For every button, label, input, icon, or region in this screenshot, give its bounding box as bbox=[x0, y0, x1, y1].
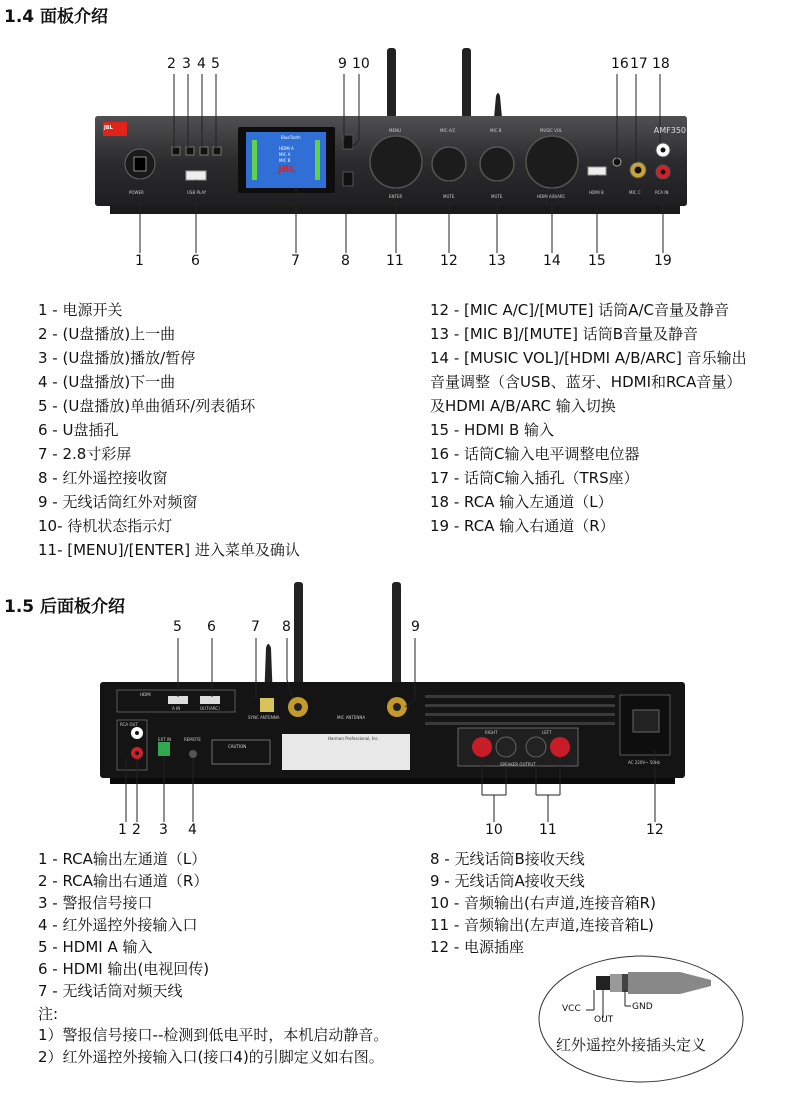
rear-list-right bbox=[430, 848, 656, 958]
right-label: RIGHT bbox=[485, 730, 498, 735]
list-item: 3 - 警报信号接口 bbox=[38, 894, 153, 912]
hdmi-a-label: A IN bbox=[172, 706, 181, 711]
power-spec-label: AC 220V~ 50Hz bbox=[628, 760, 660, 765]
company-label: Harman Professional, Inc. bbox=[328, 736, 379, 741]
notes-block bbox=[38, 1004, 388, 1068]
plug-gnd-label: GND bbox=[632, 1002, 653, 1012]
callout-r4: 4 bbox=[188, 822, 197, 838]
list-item: 15 - HDMI B 输入 bbox=[430, 421, 555, 439]
menu-knob-icon bbox=[370, 136, 422, 188]
list-item: 19 - RCA 输入右通道（R） bbox=[430, 517, 615, 535]
list-item: 4 - 红外遥控外接输入口 bbox=[38, 916, 198, 934]
list-item: 17 - 话筒C输入插孔（TRS座） bbox=[430, 469, 639, 487]
hdmi-b-label: HDMI B bbox=[589, 190, 604, 195]
callout-14: 14 bbox=[543, 253, 561, 269]
callout-18: 18 bbox=[652, 56, 670, 72]
knob-label-mic-ac: MIC A/C bbox=[440, 128, 456, 133]
list-item: 5 - HDMI A 输入 bbox=[38, 938, 153, 956]
list-item: 2 - (U盘播放)上一曲 bbox=[38, 325, 176, 343]
model-label: AMF350 bbox=[653, 126, 686, 135]
callout-5: 5 bbox=[211, 56, 220, 72]
screen-title: BlueTooth bbox=[281, 135, 301, 140]
callout-6: 6 bbox=[191, 253, 200, 269]
callout-10: 10 bbox=[352, 56, 370, 72]
hdmi-out-label: OUT(ARC) bbox=[200, 706, 220, 711]
callout-3: 3 bbox=[182, 56, 191, 72]
callout-11: 11 bbox=[386, 253, 404, 269]
plug-caption: 红外遥控外接插头定义 bbox=[556, 1036, 707, 1054]
music-vol-knob-icon bbox=[526, 136, 578, 188]
knob-sub-mute-1: MUTE bbox=[443, 194, 455, 199]
callout-8: 8 bbox=[341, 253, 350, 269]
knob-label-menu: MENU bbox=[389, 128, 401, 133]
list-item: 8 - 红外遥控接收窗 bbox=[38, 469, 168, 487]
plug-diagram bbox=[536, 952, 746, 1086]
mic-ac-knob-icon bbox=[432, 147, 466, 181]
mic-antenna-label: MIC ANTENNA bbox=[337, 715, 366, 720]
note-line: 1）警报信号接口--检测到低电平时，本机启动静音。 bbox=[38, 1026, 389, 1044]
callout-r6: 6 bbox=[207, 619, 216, 635]
front-list-right bbox=[430, 298, 747, 538]
list-item: 10 - 音频输出(右声道,连接音箱R) bbox=[430, 894, 656, 912]
callout-r9: 9 bbox=[411, 619, 420, 635]
left-label: LEFT bbox=[542, 730, 552, 735]
callout-15: 15 bbox=[588, 253, 606, 269]
list-item: 音量调整（含USB、蓝牙、HDMI和RCA音量） bbox=[430, 373, 742, 391]
screen-line-1: HDMI A bbox=[279, 146, 294, 151]
callout-7: 7 bbox=[291, 253, 300, 269]
callout-16: 16 bbox=[611, 56, 629, 72]
list-item: 5 - (U盘播放)单曲循环/列表循环 bbox=[38, 397, 256, 415]
brand-label: JBL bbox=[104, 125, 113, 131]
list-item: 6 - U盘插孔 bbox=[38, 421, 119, 439]
list-item: 3 - (U盘播放)播放/暂停 bbox=[38, 349, 196, 367]
power-label: POWER bbox=[129, 190, 144, 195]
knob-sub-hdmi: HDMI A/B/ARC bbox=[537, 194, 566, 199]
list-item: 16 - 话筒C输入电平调整电位器 bbox=[430, 445, 640, 463]
sync-antenna-label: SYNC ANTENNA bbox=[248, 715, 280, 720]
callout-9: 9 bbox=[338, 56, 347, 72]
callout-r1: 1 bbox=[118, 822, 127, 838]
list-item: 11 - 音频输出(左声道,连接音箱L) bbox=[430, 916, 654, 934]
callout-r11: 11 bbox=[539, 822, 557, 838]
knob-sub-enter: ENTER bbox=[389, 194, 403, 199]
list-item: 6 - HDMI 输出(电视回传) bbox=[38, 960, 210, 978]
callout-19: 19 bbox=[654, 253, 672, 269]
callout-r7: 7 bbox=[251, 619, 260, 635]
list-item: 12 - 电源插座 bbox=[430, 938, 525, 956]
note-line: 2）红外遥控外接输入口(接口4)的引脚定义如右图。 bbox=[38, 1048, 384, 1066]
front-panel-drawing bbox=[0, 0, 800, 280]
list-item: 11- [MENU]/[ENTER] 进入菜单及确认 bbox=[38, 541, 300, 559]
list-item: 7 - 无线话筒对频天线 bbox=[38, 982, 183, 1000]
callout-17: 17 bbox=[630, 56, 648, 72]
knob-label-music-vol: MUSIC VOL bbox=[540, 128, 563, 133]
callout-r8: 8 bbox=[282, 619, 291, 635]
rear-panel-drawing bbox=[0, 570, 800, 840]
caution-label: CAUTION bbox=[228, 744, 247, 749]
callout-r10: 10 bbox=[485, 822, 503, 838]
callout-r3: 3 bbox=[159, 822, 168, 838]
front-panel-heading: 1.4 面板介绍 bbox=[4, 7, 109, 27]
rca-in-label: RCA IN bbox=[655, 190, 669, 195]
list-item: 1 - 电源开关 bbox=[38, 301, 123, 319]
list-item: 4 - (U盘播放)下一曲 bbox=[38, 373, 176, 391]
list-item: 9 - 无线话筒A接收天线 bbox=[430, 872, 585, 890]
list-item: 9 - 无线话筒红外对频窗 bbox=[38, 493, 198, 511]
knob-sub-mute-2: MUTE bbox=[491, 194, 503, 199]
knob-label-mic-b: MIC B bbox=[490, 128, 502, 133]
speaker-output-label: SPEAKER OUTPUT bbox=[500, 762, 536, 767]
list-item: 7 - 2.8寸彩屏 bbox=[38, 445, 132, 463]
list-item: 18 - RCA 输入左通道（L） bbox=[430, 493, 613, 511]
mic-b-knob-icon bbox=[480, 147, 514, 181]
screen-line-2: MIC A bbox=[279, 152, 291, 157]
rca-out-label: RCA OUT bbox=[120, 722, 138, 727]
list-item: 8 - 无线话筒B接收天线 bbox=[430, 850, 585, 868]
screen-logo: JBL bbox=[278, 164, 296, 175]
plug-vcc-label: VCC bbox=[562, 1004, 581, 1014]
mic-c-label: MIC C bbox=[629, 190, 641, 195]
list-item: 14 - [MUSIC VOL]/[HDMI A/B/ARC] 音乐输出 bbox=[430, 349, 747, 367]
list-item: 1 - RCA输出左通道（L） bbox=[38, 850, 207, 868]
list-item: 13 - [MIC B]/[MUTE] 话筒B音量及静音 bbox=[430, 325, 699, 343]
front-list-left bbox=[38, 298, 300, 562]
callout-13: 13 bbox=[488, 253, 506, 269]
hdmi-label: HDMI bbox=[140, 692, 151, 697]
list-item: 2 - RCA输出右通道（R） bbox=[38, 872, 209, 890]
rear-panel-heading: 1.5 后面板介绍 bbox=[4, 597, 126, 617]
usb-label: USB PLAY bbox=[187, 190, 207, 195]
usb-port-icon bbox=[186, 171, 206, 180]
callout-r5: 5 bbox=[173, 619, 182, 635]
ext-in-label: EXT IN bbox=[158, 737, 172, 742]
remote-label: REMOTE bbox=[184, 737, 201, 742]
callout-1: 1 bbox=[135, 253, 144, 269]
callout-r2: 2 bbox=[132, 822, 141, 838]
list-item: 及HDMI A/B/ARC 输入切换 bbox=[430, 397, 616, 415]
callout-12: 12 bbox=[440, 253, 458, 269]
callout-r12: 12 bbox=[646, 822, 664, 838]
screen-line-3: MIC B bbox=[279, 158, 291, 163]
callout-2: 2 bbox=[167, 56, 176, 72]
callout-4: 4 bbox=[197, 56, 206, 72]
power-switch-icon bbox=[134, 157, 146, 171]
plug-out-label: OUT bbox=[594, 1015, 614, 1025]
note-heading: 注: bbox=[38, 1005, 59, 1023]
rear-list-left bbox=[38, 848, 209, 1002]
list-item: 10- 待机状态指示灯 bbox=[38, 517, 173, 535]
list-item: 12 - [MIC A/C]/[MUTE] 话筒A/C音量及静音 bbox=[430, 301, 730, 319]
